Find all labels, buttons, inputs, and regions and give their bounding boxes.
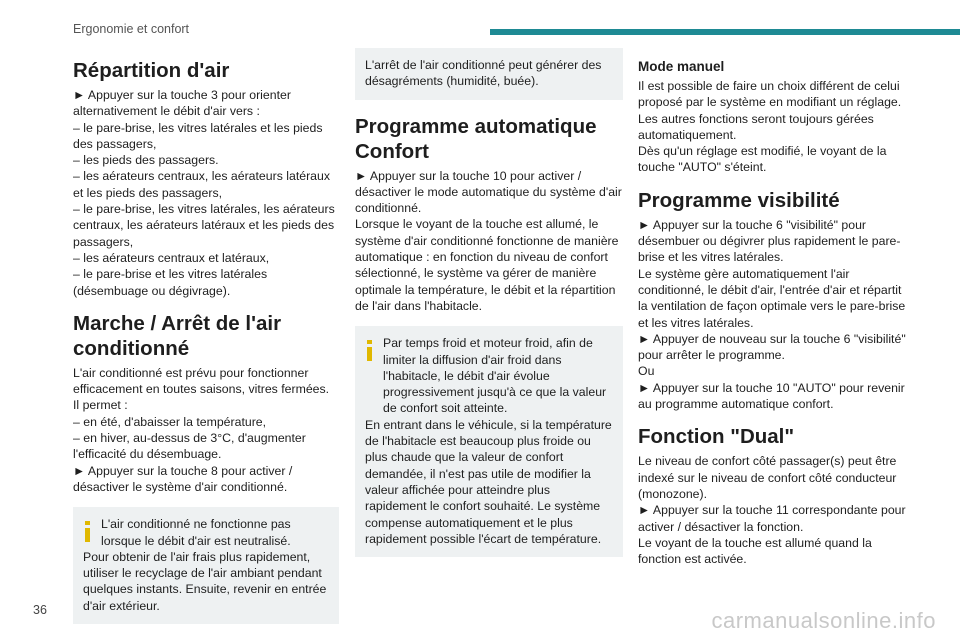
header-accent-bar [490,29,960,35]
paragraph: ► Appuyer sur la touche 8 pour activer / désactiver le système d'air conditionné. [73,463,293,494]
column-3 [638,48,906,567]
note-text: L'air conditionné ne fonctionne pas lorsque le débit d'air est neutralisé. [101,517,291,548]
paragraph: Il est possible de faire un choix différent de celui proposé par le système en modifiant un réglage. Les autres fonctions seront toujours gérées automatiquement. [638,79,902,142]
paragraph: Le système gère automatiquement l'air conditionné, le débit d'air, l'entrée d'air et répartit la ventilation de façon optimale vers le pare-brise et les vitres latérales. [638,266,906,330]
paragraph: Le voyant de la touche est allumé quand la fonction est activée. [638,535,872,567]
note-text: Pour obtenir de l'air frais plus rapidement, utiliser le recyclage de l'air ambiant pendant quelques instants. Ensuite, revenir en entrée d'air extérieur. [83,549,327,613]
paragraph: – les aérateurs centraux, les aérateurs latéraux et les pieds des passagers, [73,169,331,200]
paragraph: Dès qu'un réglage est modifié, le voyant de la touche "AUTO" s'éteint. [638,144,887,175]
section-title-repartition: Répartition d'air [73,59,230,82]
paragraph: Ou [638,364,655,379]
watermark: carmanualsonline.info [711,608,936,633]
paragraph: ► Appuyer sur la touche 10 pour activer / désactiver le mode automatique du système d'air conditionné. [355,168,622,216]
note-box [355,48,623,100]
paragraph: ► Appuyer sur la touche 10 "AUTO" pour revenir au programme automatique confort. [638,380,905,412]
info-note [355,326,623,557]
info-note [73,507,339,624]
paragraph: – en hiver, au-dessus de 3°C, d'augmenter l'efficacité du désembuage. [73,431,306,462]
note-text: Par temps froid et moteur froid, afin de limiter la diffusion d'air froid dans l'habitacle, le débit d'air évolue progressivement jusqu'à ce que la valeur de confort soit atteinte. [383,336,607,416]
running-header: Ergonomie et confort [73,22,190,36]
paragraph: – le pare-brise et les vitres latérales (désembuage ou dégivrage). [73,267,268,298]
column-1 [73,48,339,624]
section-title-auto: Programme automatique Confort [355,114,597,163]
info-icon [367,340,372,360]
paragraph: Il permet : [73,398,128,413]
paragraph: L'air conditionné est prévu pour fonctionner efficacement en toutes saisons, vitres fermées. [73,365,330,397]
paragraph: – en été, d'abaisser la température, [73,414,267,429]
page-number: 36 [33,603,47,617]
paragraph: ► Appuyer sur la touche 3 pour orienter alternativement le débit d'air vers : [73,88,291,119]
section-title-ac: Marche / Arrêt de l'air conditionné [73,311,282,360]
paragraph: – les pieds des passagers. [73,153,219,168]
section-title-dual: Fonction "Dual" [638,425,795,449]
paragraph: – le pare-brise, les vitres latérales, les aérateurs centraux, les aérateurs latéraux et les pieds des passagers, [73,202,335,249]
paragraph: ► Appuyer de nouveau sur la touche 6 "visibilité" pour arrêter le programme. [638,331,906,363]
info-icon [85,521,90,541]
paragraph: – les aérateurs centraux et latéraux, [73,250,270,265]
column-2 [355,48,623,557]
paragraph: Le niveau de confort côté passager(s) peut être indexé sur le niveau de confort côté conducteur (monozone). [638,454,897,501]
paragraph: Lorsque le voyant de la touche est allumé, le système d'air conditionné fonctionne de manière automatique : en fonction du niveau de confort sélectionné, le système va gérer de manière optimale la température, le débit et la répartition de l'air dans l'habitacle. [355,217,619,313]
subsection-title-manual: Mode manuel [638,59,725,74]
note-text: L'arrêt de l'air conditionné peut générer des désagréments (humidité, buée). [365,58,602,89]
paragraph: ► Appuyer sur la touche 11 correspondante pour activer / désactiver la fonction. [638,503,906,534]
note-text: En entrant dans le véhicule, si la température de l'habitacle est beaucoup plus froide ou plus chaude que la valeur de confort demandée, il n'est pas utile de modifier la valeur affichée pour atteindre plus rapidement le confort souhaité. Le système compense automatiquement et le plus rapidement possible l'écart de température. [365,417,612,546]
paragraph: – le pare-brise, les vitres latérales et les pieds des passagers, [73,120,323,151]
section-title-visibility: Programme visibilité [638,188,840,212]
paragraph: ► Appuyer sur la touche 6 "visibilité" pour désembuer ou dégivrer plus rapidement le pare-brise et les vitres latérales. [638,217,901,265]
